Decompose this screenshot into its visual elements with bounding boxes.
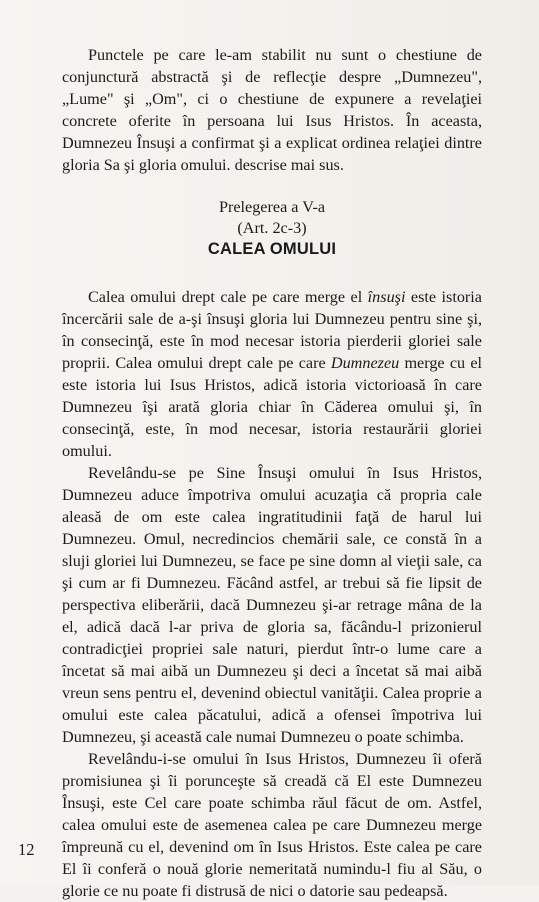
p1-segment-a: Calea omului drept cale pe care merge el	[88, 288, 368, 306]
lecture-title: CALEA OMULUI	[207, 240, 337, 258]
lecture-number: Prelegerea a V-a	[218, 198, 326, 216]
body-paragraph-1	[62, 286, 482, 462]
page-number: 12	[18, 840, 35, 859]
body-section	[62, 286, 482, 902]
intro-section	[62, 44, 482, 176]
p1-emphasis-insusi: însuşi	[367, 288, 406, 306]
body-paragraph-2: Revelându-se pe Sine Însuşi omului în Isus Hristos, Dumnezeu aduce împotriva omului acuzaţia că propria cale aleasă de om este calea ingratitudinii faţă de harul lui Dumnezeu. Omul, necredincios chemării sale, ce constă în a sluji gloriei lui Dumnezeu, se face pe sine domn al vieţii sale, ca şi cum ar fi Dumnezeu. Făcând astfel, ar trebui să fie lipsit de perspectiva eliberării, dacă Dumnezeu şi-ar retrage mâna de la el, adică dacă l-ar priva de gloria sa, făcându-l prizonierul contradicţiei propriei sale naturi, pierdut într-o lume care a încetat să mai aibă un Dumnezeu şi deci a încetat să mai aibă vreun sens pentru el, devenind obiectul vanităţii. Calea proprie a omului este calea păcatului, adică a ofensei împotriva lui Dumnezeu, şi această cale numai Dumnezeu o poate schimba.	[62, 464, 482, 746]
body-paragraph-3: Revelându-i-se omului în Isus Hristos, Dumnezeu îi oferă promisiunea şi îi porunceşte să creadă că El este Dumnezeu Însuşi, este Cel care poate schimba răul făcut de om. Astfel, calea omului este de asemenea calea pe care Dumnezeu merge împreună cu el, devenind om în Isus Hristos. Este calea pe care El îi conferă o nouă glorie nemeritată numindu-l fiu al Său, o glorie ce nu poate fi distrusă de nici o datorie sau pedeapsă.	[62, 750, 482, 900]
lecture-heading	[62, 197, 482, 260]
p1-emphasis-dumnezeu: Dumnezeu	[330, 354, 400, 372]
article-reference: (Art. 2c-3)	[237, 219, 307, 237]
p1-segment-b: este istoria încercării sale de a-şi însuşi gloria lui Dumnezeu pentru sine şi, în consecinţă, este în mod necesar istoria pierderii gloriei sale proprii. Calea omului drept cale pe care	[62, 288, 482, 372]
p1-segment-c: merge cu el este istoria lui Isus Hristos, adică istoria victorioasă în care Dumnezeu îşi arată gloria chiar în Căderea omului şi, în consecinţă, este, în mod necesar, istoria restaurării gloriei omului.	[62, 354, 482, 460]
intro-paragraph: Punctele pe care le-am stabilit nu sunt o chestiune de conjunctură abstractă şi de reflecţie despre „Dumnezeu", „Lume" şi „Om", ci o chestiune de expunere a revelaţiei concrete oferite în persoana lui Isus Hristos. În aceasta, Dumnezeu Însuşi a confirmat şi a explicat ordinea relaţiei dintre gloria Sa şi gloria omului. descrise mai sus.	[62, 46, 482, 174]
